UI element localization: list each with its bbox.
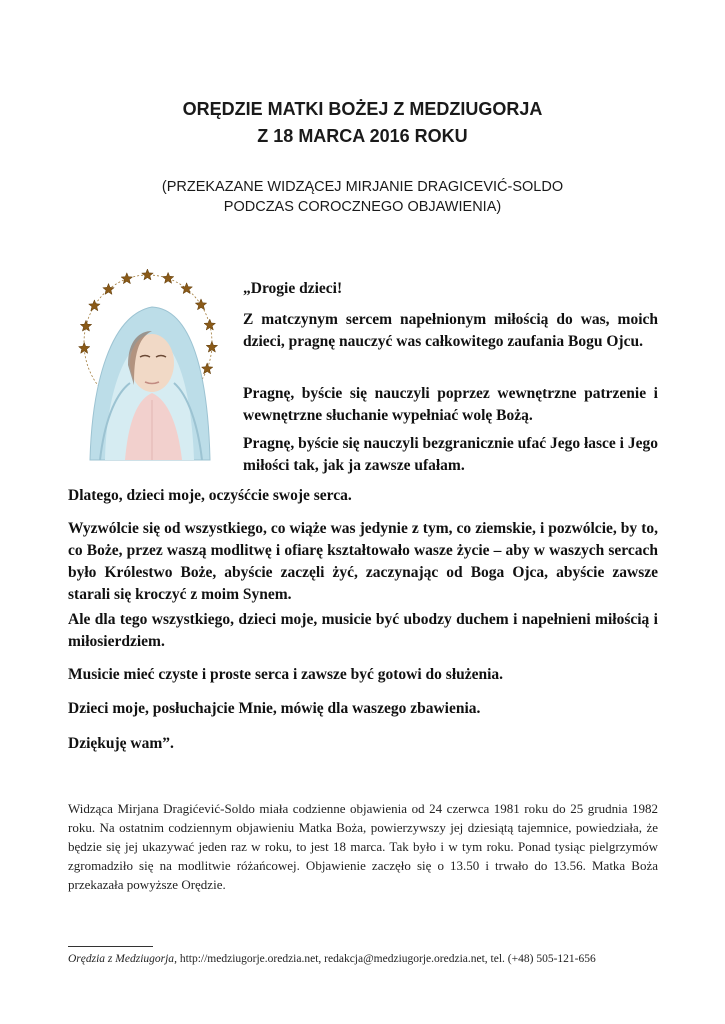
message-closing: Dziękuję wam”. (68, 735, 174, 752)
subtitle-line-2: PODCZAS COROCZNEGO OBJAWIENIA) (223, 199, 502, 215)
footer-divider (68, 946, 153, 947)
halo-star-icon (89, 300, 100, 311)
subtitle-line-1: (PRZEKAZANE WIDZĄCEJ MIRJANIE DRAGICEVIĆ-SOLDO (161, 179, 564, 195)
footer-contact: , http://medziugorje.oredzia.net, redakcja@medziugorje.oredzia.net, tel. (+48) 505-121-656 (174, 953, 596, 965)
title-line-1: ORĘDZIE MATKI BOŻEJ Z MEDZIUGORJA (182, 99, 543, 119)
halo-star-icon (195, 299, 206, 310)
apparition-note: Widząca Mirjana Dragićević-Soldo miała codzienne objawienia od 24 czerwca 1981 roku do 25 grudnia 1982 roku. Na ostatnim codziennym objawieniu Matka Boża, powierzywszy jej dziesiątą tajemnice, powiedziała, że będzie się jej ukazywać jeden raz w roku, to jest 18 marca. Tak było i w tym roku. Ponad tysiąc pielgrzymów zgromadziło się na modlitwie różańcowej. Objawienie zaczęło się o 13.50 i trwało do 13.56. Matka Boża przekazała powyższe Orędzie. (68, 801, 658, 892)
message-paragraph-6: Ale dla tego wszystkiego, dzieci moje, musicie być ubodzy duchem i napełnieni miłością i miłosierdziem. (68, 611, 658, 650)
halo-star-icon (142, 269, 154, 280)
message-paragraph-3: Pragnę, byście się nauczyli bezgranicznie ufać Jego łasce i Jego miłości tak, jak ja zawsze ufałam. (243, 435, 658, 474)
message-greeting: „Drogie dzieci! (243, 280, 343, 297)
halo-star-icon (204, 319, 216, 330)
madonna-image (70, 265, 220, 465)
halo-star-icon (202, 363, 213, 374)
message-paragraph-4: Dlatego, dzieci moje, oczyśćcie swoje serca. (68, 487, 352, 504)
footer-publication: Orędzia z Medziugorja (68, 953, 175, 965)
halo-star-icon (162, 272, 173, 283)
message-paragraph-1: Z matczynym sercem napełnionym miłością do was, moich dzieci, pragnę nauczyć was całkowitego zaufania Bogu Ojcu. (243, 311, 658, 350)
message-paragraph-7: Musicie mieć czyste i proste serca i zawsze być gotowi do służenia. (68, 666, 504, 683)
halo-star-icon (103, 284, 114, 295)
footer (68, 952, 688, 967)
message-paragraph-2: Pragnę, byście się nauczyli poprzez wewnętrzne patrzenie i wewnętrzne słuchanie wypełniać wolę Bożą. (243, 385, 658, 424)
message-paragraph-5: Wyzwólcie się od wszystkiego, co wiąże was jedynie z tym, co ziemskie, i pozwólcie, by to, co Boże, przez waszą modlitwę i ofiarę kształtowało wasze życie – aby w waszych sercach było Królestwo Boże, abyście zaczęli żyć, zaczynając od Boga Ojca, abyście zawsze starali się kroczyć z moim Synem. (68, 520, 658, 603)
document-subtitle (0, 177, 725, 217)
document-title (0, 96, 725, 150)
message-paragraph-8: Dzieci moje, posłuchajcie Mnie, mówię dla waszego zbawienia. (68, 700, 481, 717)
halo-star-icon (80, 320, 91, 331)
halo-star-icon (121, 273, 132, 284)
halo-star-icon (206, 341, 217, 352)
title-line-2: Z 18 MARCA 2016 ROKU (257, 126, 468, 146)
halo-star-icon (79, 342, 90, 353)
